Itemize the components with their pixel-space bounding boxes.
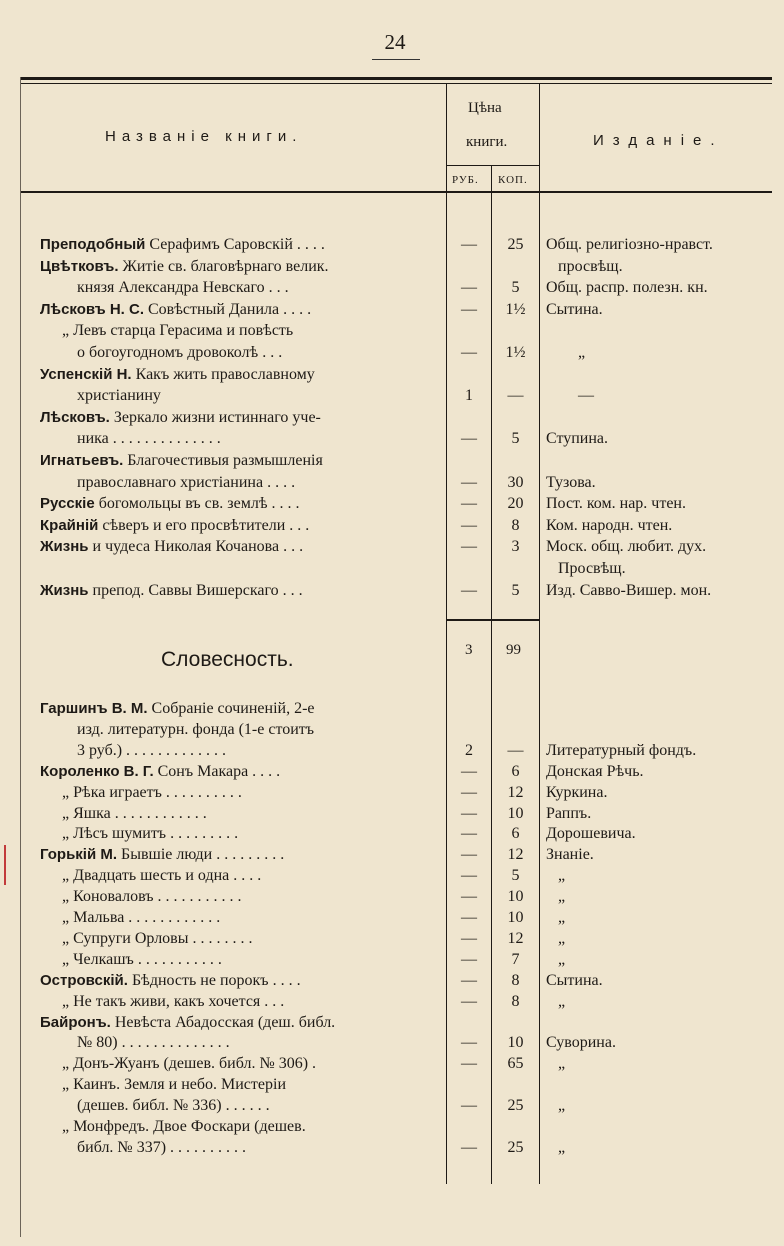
author-name: Лѣсковъ Н. С. [40, 300, 144, 318]
edition: Знаніе. [546, 846, 594, 864]
price-kop: 65 [507, 1055, 524, 1073]
author-name: Байронъ. [40, 1013, 111, 1031]
book-title [62, 322, 462, 340]
book-title [77, 474, 440, 492]
header-edition: Изданіе. [593, 132, 724, 149]
edition: Сытина. [546, 971, 603, 989]
table-row [0, 366, 784, 387]
author-name: Успенскій Н. [40, 365, 132, 383]
price-kop: 5 [511, 581, 520, 599]
price-rub: — [461, 1097, 477, 1115]
edition: „ [546, 950, 566, 968]
price-rub: — [461, 300, 477, 318]
table-row [0, 258, 784, 279]
author-name: Преподобный [40, 236, 146, 253]
author-name: Русскіе [40, 495, 95, 513]
book-title [77, 344, 440, 362]
price-rub: — [461, 971, 477, 989]
title-text: „ Двадцать шесть и одна . . . . [62, 867, 262, 885]
edition: „ [546, 909, 566, 926]
title-text: Житіе св. благовѣрнаго велик. [118, 257, 329, 275]
book-title [62, 784, 462, 802]
price-rub: — [461, 762, 477, 780]
book-title [40, 538, 440, 556]
author-name: Жизнь [40, 581, 89, 599]
edition: „ [546, 992, 566, 1010]
margin-mark [4, 845, 6, 885]
edition: Ком. народн. чтен. [546, 516, 673, 534]
price-kop: 25 [507, 1097, 524, 1115]
price-rub: — [461, 581, 477, 599]
price-rub: 2 [465, 741, 473, 759]
total-kop: 99 [506, 642, 521, 658]
price-kop: — [507, 741, 524, 759]
price-rub: — [461, 825, 477, 843]
book-title [40, 846, 440, 864]
book-title [40, 517, 440, 535]
book-title [62, 930, 462, 948]
book-title [77, 721, 440, 739]
price-rub: — [461, 538, 477, 556]
header-kop: КОП. [498, 174, 528, 186]
table-row [0, 344, 784, 365]
edition: Тузова. [546, 473, 596, 491]
edition: Дорошевича. [546, 825, 636, 843]
header-book-title: Названіе книги. [105, 128, 303, 145]
price-rub: — [461, 888, 477, 906]
book-title [62, 951, 462, 969]
table-row [0, 867, 784, 888]
table-row [0, 972, 784, 993]
title-text: Зеркало жизни истиннаго уче- [109, 408, 321, 426]
book-title [77, 742, 440, 760]
title-text: Собраніе сочиненій, 2-е [147, 700, 315, 717]
table-row [0, 1034, 784, 1055]
edition: „ [546, 888, 566, 906]
book-title [62, 825, 462, 843]
book-title [40, 301, 440, 319]
author-name: Короленко В. Г. [40, 762, 154, 780]
book-title [40, 1014, 440, 1032]
price-kop: 5 [511, 867, 520, 885]
table-row [0, 700, 784, 721]
book-title [40, 409, 440, 427]
price-rub: — [461, 1138, 477, 1156]
price-kop: 10 [507, 909, 524, 926]
price-kop: 25 [507, 236, 524, 253]
price-rub: — [461, 430, 477, 448]
price-kop: 12 [507, 846, 524, 864]
book-title [77, 1139, 440, 1157]
title-text: Бывшіе люди . . . . . . . . . [117, 846, 285, 864]
title-text: „ Каинъ. Земля и небо. Мистеріи [62, 1076, 287, 1094]
price-rub: — [461, 783, 477, 801]
book-title [40, 972, 440, 990]
price-kop: 6 [511, 762, 520, 780]
title-text: „ Супруги Орловы . . . . . . . . [62, 929, 253, 947]
edition: „ [546, 929, 566, 947]
book-title [62, 805, 462, 823]
price-kop: 1½ [505, 300, 526, 318]
book-title [77, 1097, 440, 1115]
table-row [0, 763, 784, 784]
price-kop: 30 [507, 473, 524, 491]
edition: Донская Рѣчь. [546, 762, 644, 780]
table-row [0, 1097, 784, 1118]
table-row [0, 279, 784, 300]
price-kop: 6 [511, 825, 520, 843]
book-title [40, 452, 440, 470]
edition: „ [546, 1138, 566, 1156]
author-name: Горькій М. [40, 846, 118, 864]
table-row [0, 1076, 784, 1097]
title-text: изд. литературн. фонда (1-е стоитъ [77, 720, 315, 738]
author-name: Крайній [40, 516, 99, 534]
table-row [0, 452, 784, 473]
edition: Моск. общ. любит. дух. [546, 538, 707, 556]
edition: Просвѣщ. [546, 560, 626, 577]
price-rub: — [461, 344, 477, 361]
table-row [0, 409, 784, 430]
table-row [0, 495, 784, 516]
table-top-rule-thin [20, 83, 772, 84]
table-row [0, 1014, 784, 1035]
author-name: Островскій. [40, 971, 128, 989]
title-text: и чудеса Николая Кочанова . . . [88, 538, 304, 556]
edition: Суворина. [546, 1034, 616, 1052]
title-text: Сонъ Макара . . . . [153, 762, 281, 780]
price-kop: 12 [507, 783, 524, 801]
price-rub: — [461, 473, 477, 491]
title-text: Бѣдность не порокъ . . . . [127, 971, 301, 989]
title-text: препод. Саввы Вишерскаго . . . [88, 581, 303, 599]
title-text: богомольцы въ св. землѣ . . . . [94, 495, 300, 513]
title-text: „ Челкашъ . . . . . . . . . . . [62, 950, 222, 968]
table-row [0, 909, 784, 930]
title-text: „ Рѣка играетъ . . . . . . . . . . [62, 783, 242, 801]
title-text: „ Левъ старца Герасима и повѣсть [62, 322, 294, 340]
table-row [0, 951, 784, 972]
edition: Ступина. [546, 430, 609, 448]
price-rub: 1 [465, 387, 473, 405]
title-text: православнаго христіанина . . . . [77, 473, 296, 491]
page-number-underline [372, 59, 420, 60]
edition: Пост. ком. нар. чтен. [546, 495, 686, 513]
price-rub: — [461, 929, 477, 947]
price-kop: 1½ [505, 344, 526, 361]
title-text: Совѣстный Данила . . . . [144, 300, 312, 318]
title-text: Невѣста Абадосская (деш. библ. [110, 1013, 336, 1031]
table-row [0, 1118, 784, 1139]
table-row [0, 721, 784, 742]
table-row [0, 930, 784, 951]
price-rub: — [461, 279, 477, 297]
author-name: Цвѣтковъ. [40, 257, 119, 275]
table-row [0, 430, 784, 451]
title-text: сѣверъ и его просвѣтители . . . [98, 516, 310, 534]
edition: „ [546, 867, 566, 885]
price-kop: 10 [507, 1034, 524, 1052]
table-row [0, 517, 784, 538]
title-text: 3 руб.) . . . . . . . . . . . . . [77, 741, 227, 759]
book-title [40, 763, 440, 781]
title-text: „ Не такъ живи, какъ хочется . . . [62, 992, 285, 1010]
edition: „ [546, 344, 586, 361]
edition: Литературный фондъ. [546, 741, 697, 759]
title-text: Серафимъ Саровскій . . . . [145, 236, 325, 253]
table-row [0, 846, 784, 867]
price-subheader-rule [447, 165, 539, 166]
price-rub: — [461, 804, 477, 822]
price-kop: 5 [511, 279, 520, 297]
price-rub: — [461, 516, 477, 534]
title-text: „ Яшка . . . . . . . . . . . . [62, 804, 207, 822]
book-title [40, 258, 440, 276]
title-text: (дешев. библ. № 336) . . . . . . [77, 1097, 270, 1115]
edition: Изд. Савво-Вишер. мон. [546, 581, 712, 599]
edition: просвѣщ. [546, 257, 623, 275]
title-text: христіанину [77, 387, 161, 405]
book-title [40, 366, 440, 384]
price-kop: 8 [511, 971, 520, 989]
table-row [0, 825, 784, 846]
table-row [0, 582, 784, 603]
section-title: Словесность. [161, 648, 294, 671]
book-title [40, 700, 440, 718]
title-text: Какъ жить православному [131, 365, 315, 383]
price-kop: 10 [507, 804, 524, 822]
book-title [62, 867, 462, 885]
title-text: „ Монфредъ. Двое Фоскари (дешев. [62, 1118, 306, 1135]
table-row [0, 236, 784, 257]
price-rub: — [461, 992, 477, 1010]
table-row [0, 888, 784, 909]
table-row [0, 784, 784, 805]
title-text: библ. № 337) . . . . . . . . . . [77, 1138, 247, 1156]
price-kop: 7 [511, 950, 520, 968]
price-rub: — [461, 846, 477, 864]
title-text: князя Александра Невскаго . . . [77, 279, 289, 297]
edition: Раппъ. [546, 804, 592, 822]
price-rub: — [461, 1034, 477, 1052]
price-rub: — [461, 950, 477, 968]
table-row [0, 322, 784, 343]
header-price-line2: книги. [466, 134, 508, 150]
table-row [0, 301, 784, 322]
price-rub: — [461, 867, 477, 885]
table-row [0, 742, 784, 763]
title-text: ника . . . . . . . . . . . . . . [77, 430, 221, 448]
author-name: Игнатьевъ. [40, 452, 124, 469]
table-header-bottom-rule [20, 191, 772, 193]
book-title [62, 993, 462, 1011]
price-kop: 10 [507, 888, 524, 906]
table-row [0, 1055, 784, 1076]
table-row [0, 1139, 784, 1160]
price-kop: 8 [511, 516, 520, 534]
book-title [62, 909, 462, 927]
table-row [0, 538, 784, 559]
price-rub: — [461, 236, 477, 253]
book-title [62, 1055, 462, 1073]
book-title [40, 495, 440, 513]
author-name: Жизнь [40, 538, 89, 556]
edition: „ [546, 1097, 566, 1115]
header-rub: РУБ. [452, 174, 479, 186]
table-top-rule [20, 77, 772, 80]
book-title [77, 1034, 440, 1052]
edition: Общ. распр. полезн. кн. [546, 279, 708, 297]
price-kop: 20 [507, 495, 524, 513]
price-rub: — [461, 909, 477, 926]
price-kop: 12 [507, 929, 524, 947]
page-number: 24 [384, 30, 406, 54]
title-text: № 80) . . . . . . . . . . . . . . [77, 1034, 230, 1052]
title-text: „ Коноваловъ . . . . . . . . . . . [62, 888, 242, 906]
book-title [77, 279, 440, 297]
table-row [0, 387, 784, 408]
title-text: „ Донъ-Жуанъ (дешев. библ. № 306) . [62, 1055, 317, 1073]
author-name: Лѣсковъ. [40, 408, 110, 426]
book-title [40, 236, 440, 254]
price-rub: — [461, 1055, 477, 1073]
title-text: „ Лѣсъ шумитъ . . . . . . . . . [62, 825, 239, 843]
author-name: Гаршинъ В. М. [40, 700, 148, 717]
book-title [77, 430, 440, 448]
table-row [0, 474, 784, 495]
price-kop: 3 [511, 538, 520, 556]
edition: — [546, 387, 594, 405]
table-row [0, 993, 784, 1014]
edition: Куркина. [546, 783, 608, 801]
title-text: „ Мальва . . . . . . . . . . . . [62, 909, 221, 926]
edition: Сытина. [546, 300, 603, 318]
table-row [0, 560, 784, 581]
edition: Общ. религіозно-нравст. [546, 236, 713, 253]
price-kop: 8 [511, 992, 520, 1010]
book-title [62, 888, 462, 906]
price-kop: 5 [511, 430, 520, 448]
total-rule [447, 619, 539, 621]
price-kop: — [507, 387, 524, 405]
header-price-line1: Цѣна [468, 100, 502, 116]
table-row [0, 805, 784, 826]
price-rub: — [461, 495, 477, 513]
book-title [62, 1118, 462, 1136]
book-title [77, 387, 440, 405]
book-title [40, 582, 440, 600]
total-rub: 3 [465, 642, 473, 658]
price-kop: 25 [507, 1138, 524, 1156]
edition: „ [546, 1055, 566, 1073]
title-text: Благочестивыя размышленія [123, 452, 323, 469]
book-title [62, 1076, 462, 1094]
title-text: о богоугодномъ дровоколѣ . . . [77, 344, 283, 361]
